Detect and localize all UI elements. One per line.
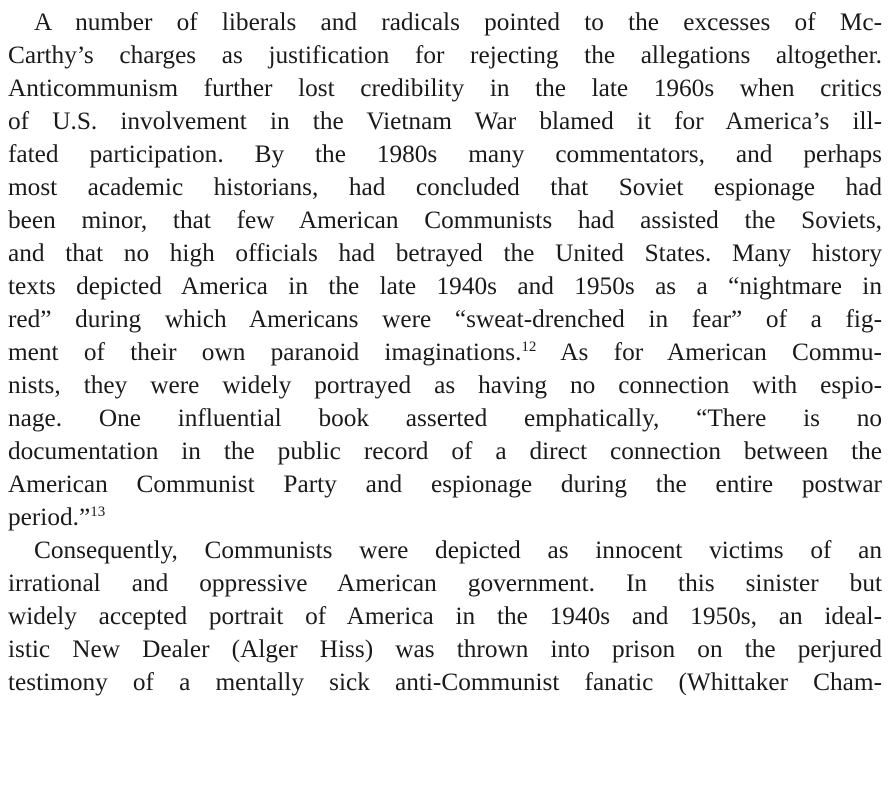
- text-line: nage. One influential book asserted emphatically, “There is no: [8, 404, 882, 432]
- text-segment: As for American Commu-: [536, 338, 882, 366]
- text-segment: ment of their own paranoid imaginations.: [8, 338, 522, 366]
- text-line: A number of liberals and radicals pointed to the excesses of Mc-: [34, 8, 882, 36]
- text-line: red” during which Americans were “sweat-drenched in fear” of a fig-: [8, 305, 882, 333]
- text-line: [8, 335, 882, 369]
- footnote-ref-13[interactable]: 13: [90, 504, 106, 520]
- text-line: fated participation. By the 1980s many commentators, and perhaps: [8, 140, 882, 168]
- text-line: Anticommunism further lost credibility in the late 1960s when critics: [8, 74, 882, 102]
- text-line: testimony of a mentally sick anti-Communist fanatic (Whittaker Cham-: [8, 668, 882, 696]
- text-line: Consequently, Communists were depicted as innocent victims of an: [34, 536, 882, 564]
- text-line: American Communist Party and espionage during the entire postwar: [8, 470, 882, 498]
- text-line: Carthy’s charges as justification for rejecting the allegations altogether.: [8, 41, 882, 69]
- text-line: been minor, that few American Communists had assisted the Soviets,: [8, 206, 882, 234]
- text-line: [8, 500, 882, 534]
- text-line: istic New Dealer (Alger Hiss) was thrown into prison on the perjured: [8, 635, 882, 663]
- text-segment: period.”: [8, 503, 91, 531]
- text-line: most academic historians, had concluded that Soviet espionage had: [8, 173, 882, 201]
- text-line: widely accepted portrait of America in the 1940s and 1950s, an ideal-: [8, 602, 882, 630]
- text-line: texts depicted America in the late 1940s and 1950s as a “nightmare in: [8, 272, 882, 300]
- text-line: of U.S. involvement in the Vietnam War blamed it for America’s ill-: [8, 107, 882, 135]
- text-line: irrational and oppressive American government. In this sinister but: [8, 569, 882, 597]
- text-line: and that no high officials had betrayed the United States. Many history: [8, 239, 882, 267]
- text-line: documentation in the public record of a direct connection between the: [8, 437, 882, 465]
- footnote-ref-12[interactable]: 12: [521, 339, 537, 355]
- text-line: nists, they were widely portrayed as having no connection with espio-: [8, 371, 882, 399]
